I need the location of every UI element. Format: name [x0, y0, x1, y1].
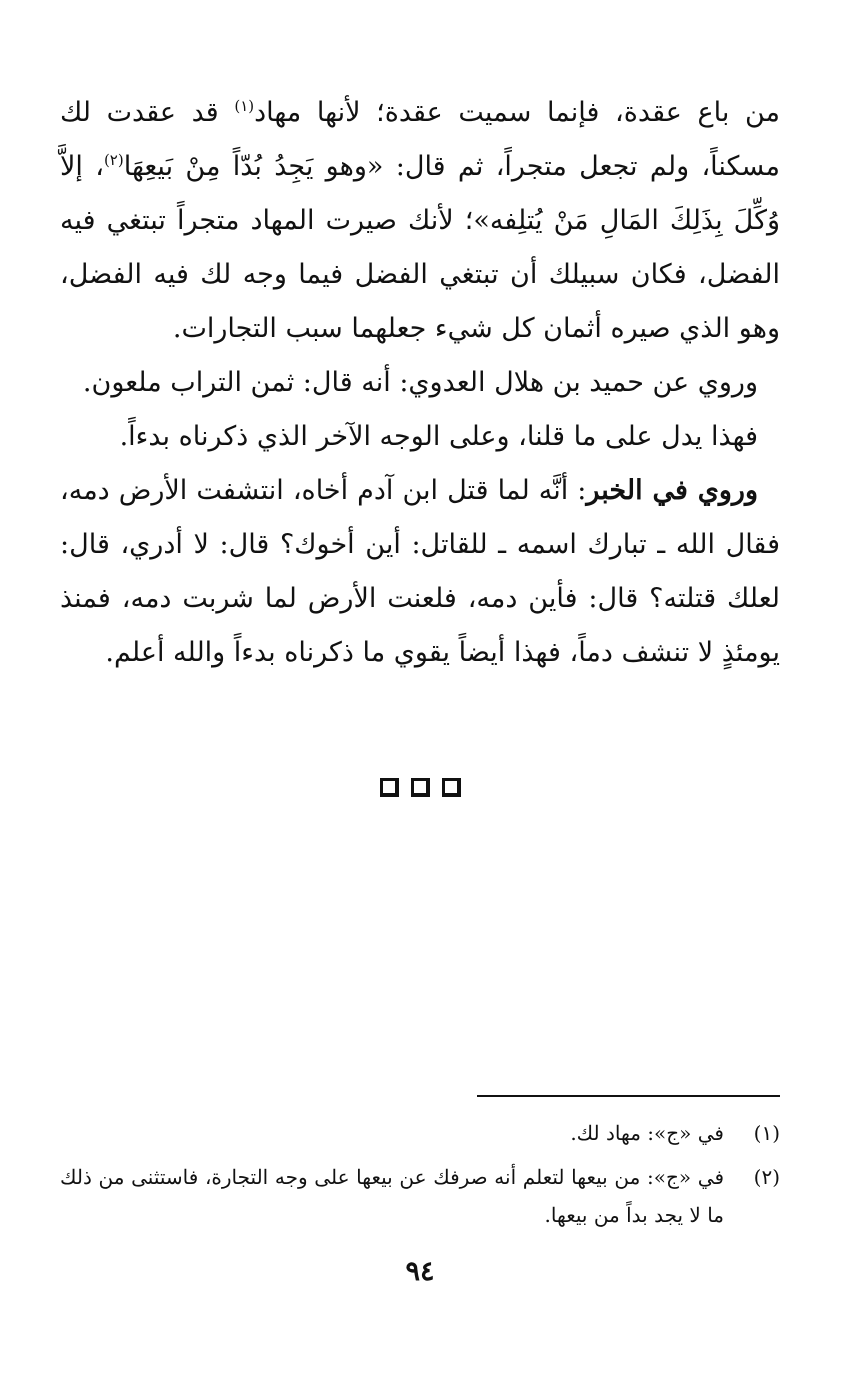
book-page — [60, 86, 780, 1384]
footnotes — [60, 1114, 780, 1240]
footnote-1 — [60, 1114, 780, 1152]
paragraph-1-text-b: قد عقدت لك مسكناً، ولم تجعل متجراً، ثم قال: «وهو يَجِدُ بُدّاً مِنْ بَيعِهَا — [60, 97, 780, 182]
footnote-text: في «ج»: مهاد لك. — [570, 1121, 724, 1145]
page-number: ٩٤ — [405, 1256, 435, 1287]
footnote-2 — [60, 1158, 780, 1234]
ornament-box-icon — [411, 778, 430, 797]
ornament-box-icon — [380, 778, 399, 797]
paragraph-3: فهذا يدل على ما قلنا، وعلى الوجه الآخر الذي ذكرناه بدءاً. — [119, 421, 758, 452]
footnote-text: في «ج»: من بيعها لتعلم أنه صرفك عن بيعها على وجه التجارة، فاستثنى من ذلك ما لا يجد بداً من بيعها. — [60, 1165, 724, 1227]
paragraph-4-text: : أنَّه لما قتل ابن آدم أخاه، انتشفت الأرض دمه، فقال الله ـ تبارك اسمه ـ للقاتل: أين أخوك؟ قال: لا أدري، قال: لعلك قتلته؟ قال: فأين دمه، فلعنت الأرض لما شربت دمه، فمنذ يومئذٍ لا تنشف دماً، فهذا أيضاً يقوي ما ذكرناه بدءاً والله أعلم. — [60, 475, 780, 668]
footnote-number: (٢) — [753, 1165, 780, 1189]
paragraph-1-text-c: ، إلاَّ وُكِّلَ بِذَلِكَ المَالِ مَنْ يُتلِفه»؛ لأنك صيرت المهاد متجراً تبتغي فيه الفضل، فكان سبيلك أن تبتغي الفضل فيما وجه لك فيه الفضل، وهو الذي صيره أثمان كل شيء جعلهما سبب التجارات. — [60, 151, 780, 344]
section-end-ornament — [60, 778, 780, 797]
paragraph-4-lead: وروي في الخبر — [586, 475, 758, 506]
paragraph-2: وروي عن حميد بن هلال العدوي: أنه قال: ثمن التراب ملعون. — [82, 367, 758, 398]
footnote-number: (١) — [753, 1121, 780, 1145]
footnote-reference-2: (٢) — [103, 151, 124, 169]
paragraph-4 — [60, 464, 780, 680]
paragraph-1 — [60, 86, 780, 356]
paragraph-1-text-a: من باع عقدة، فإنما سميت عقدة؛ لأنها مهاد — [254, 97, 780, 128]
ornament-box-icon — [442, 778, 461, 797]
footnote-reference-1: (١) — [234, 97, 255, 115]
footnote-divider — [477, 1095, 780, 1097]
